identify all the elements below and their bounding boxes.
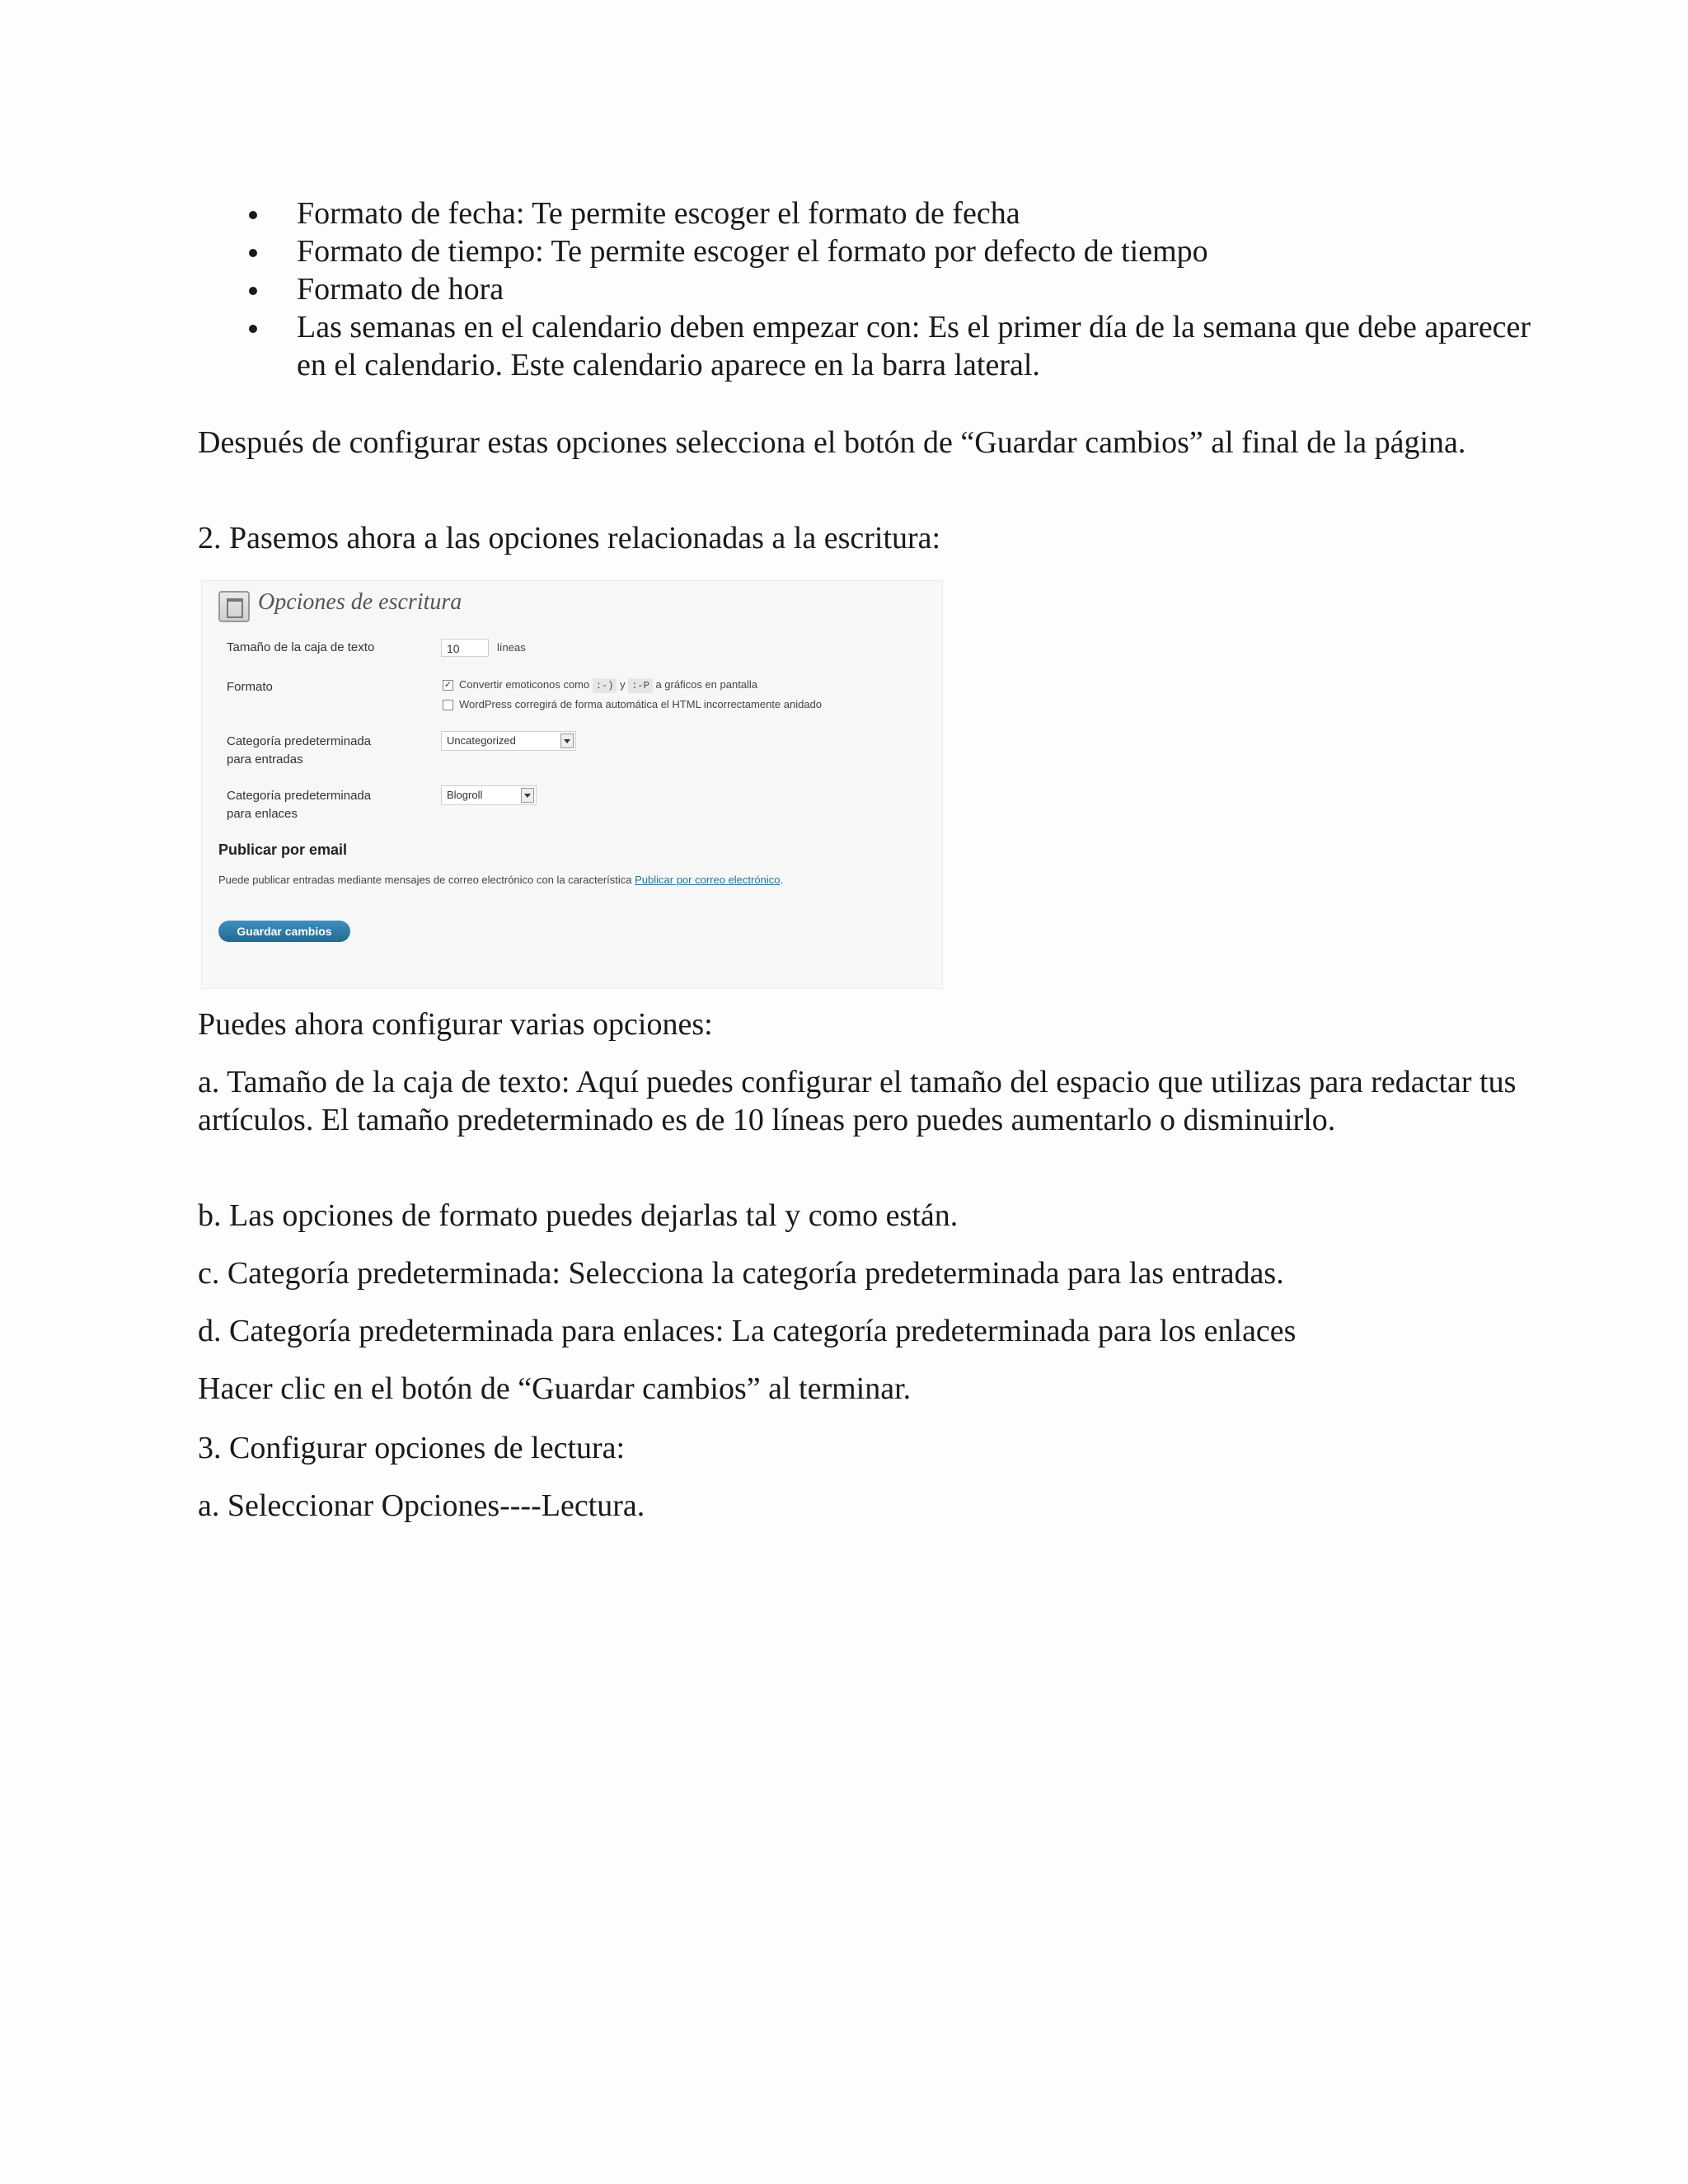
chevron-down-icon bbox=[521, 788, 534, 803]
chevron-down-icon bbox=[560, 733, 574, 748]
emoticons-checkbox[interactable]: ✓ bbox=[443, 680, 452, 690]
format-label: Formato bbox=[227, 680, 273, 694]
bullet-item: Formato de fecha: Te permite escoger el formato de fecha bbox=[198, 194, 1533, 232]
option-d-paragraph: d. Categoría predeterminada para enlaces: La categoría predeterminada para los enlaces bbox=[198, 1314, 1296, 1348]
cat-posts-label-2: para entradas bbox=[227, 752, 303, 766]
html-fix-checkbox[interactable] bbox=[443, 700, 453, 710]
bullet-dot-icon bbox=[249, 325, 257, 333]
bullet-dot-icon bbox=[249, 249, 257, 257]
writing-options-screenshot bbox=[201, 580, 943, 989]
bullet-item: Formato de hora bbox=[198, 270, 1533, 308]
step-2-heading: 2. Pasemos ahora a las opciones relacionadas a la escritura: bbox=[198, 521, 941, 555]
html-fix-option: WordPress corregirá de forma automática el HTML incorrectamente anidado bbox=[459, 698, 823, 710]
default-link-category-select[interactable]: Blogroll bbox=[441, 785, 537, 805]
bullet-item: Las semanas en el calendario deben empezar con: Es el primer día de la semana que debe aparecer en el calendario. Este calendario aparece en la barra lateral. bbox=[198, 308, 1533, 384]
step-3-heading: 3. Configurar opciones de lectura: bbox=[198, 1431, 626, 1465]
step-3a-paragraph: a. Seleccionar Opciones----Lectura. bbox=[198, 1488, 645, 1523]
email-publish-text: Puede publicar entradas mediante mensajes de correo electrónico con la característica Publicar por correo electrónico. bbox=[218, 874, 784, 886]
email-publish-heading: Publicar por email bbox=[218, 841, 348, 858]
option-b-paragraph: b. Las opciones de formato puedes dejarlas tal y como están. bbox=[198, 1198, 959, 1233]
option-a-paragraph: a. Tamaño de la caja de texto: Aquí puedes configurar el tamaño del espacio que utilizas para redactar tus artículos. El tamaño predeterminado es de 10 líneas pero puedes aumentarlo o disminuirlo. bbox=[198, 1065, 1517, 1137]
bullet-dot-icon bbox=[249, 287, 257, 295]
cat-posts-label-1: Categoría predeterminada bbox=[227, 734, 372, 748]
option-c-paragraph: c. Categoría predeterminada: Selecciona la categoría predeterminada para las entradas. bbox=[198, 1256, 1284, 1291]
cat-links-label-1: Categoría predeterminada bbox=[227, 789, 372, 803]
settings-writing-icon bbox=[218, 591, 250, 622]
emoticons-option: Convertir emoticonos como :-) y :-P a gráficos en pantalla bbox=[459, 678, 758, 691]
textbox-size-input[interactable]: 10 bbox=[441, 639, 489, 657]
paragraph-after-bullets: Después de configurar estas opciones selecciona el botón de “Guardar cambios” al final de la página. bbox=[198, 425, 1466, 460]
options-intro: Puedes ahora configurar varias opciones: bbox=[198, 1007, 713, 1042]
textbox-size-label: Tamaño de la caja de texto bbox=[227, 640, 375, 654]
textbox-size-unit: líneas bbox=[497, 641, 526, 654]
email-publish-link[interactable]: Publicar por correo electrónico bbox=[635, 874, 781, 886]
bullet-list bbox=[198, 194, 1533, 384]
screenshot-title: Opciones de escritura bbox=[258, 589, 462, 615]
bullet-dot-icon bbox=[249, 211, 257, 219]
save-changes-button[interactable]: Guardar cambios bbox=[218, 921, 350, 942]
default-post-category-select[interactable]: Uncategorized bbox=[441, 731, 576, 751]
bullet-item: Formato de tiempo: Te permite escoger el formato por defecto de tiempo bbox=[198, 232, 1533, 270]
save-instruction: Hacer clic en el botón de “Guardar cambios” al terminar. bbox=[198, 1371, 912, 1406]
cat-links-label-2: para enlaces bbox=[227, 807, 298, 821]
